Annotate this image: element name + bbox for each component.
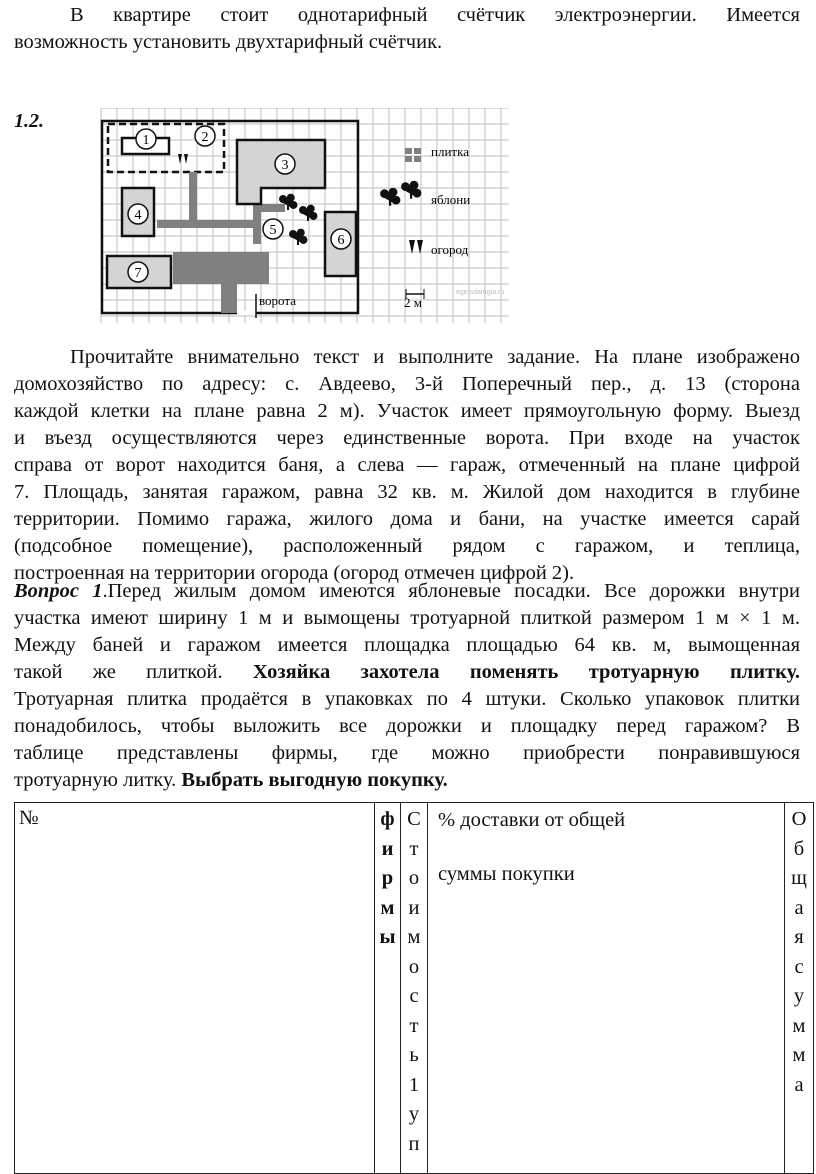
header-letter: а <box>794 1073 804 1096</box>
header-letter: и <box>408 896 420 919</box>
header-letter: т <box>409 1014 419 1037</box>
apple-trees <box>279 194 317 245</box>
watermark: ege.sdamgia.ru <box>456 289 505 296</box>
apple-tree-icon <box>299 205 317 221</box>
task-line: (подсобное помещение), расположенный рядом с гаражом, и теплица, <box>14 535 800 557</box>
header-letter: м <box>792 1044 806 1066</box>
number-label: 6 <box>337 233 345 248</box>
header-letter: с <box>409 985 419 1007</box>
question-emphasis-2: Выбрать выгодную покупку. <box>181 769 448 791</box>
task-line: и въезд осуществляются через единственные ворота. При входе на участок <box>14 427 800 449</box>
header-letter: я <box>794 926 804 948</box>
header-letter: а <box>794 896 804 919</box>
header-letter: р <box>381 867 394 889</box>
header-letter: ы <box>379 926 396 948</box>
apple-tree-icon <box>401 181 421 199</box>
task-line: 7. Площадь, занятая гаражом, равна 32 кв. м. Жилой дом находится в глубине <box>14 481 800 503</box>
header-letter: п <box>408 1132 420 1155</box>
header-letter: м <box>407 926 421 948</box>
header-letter: О <box>791 808 807 830</box>
header-letter: м <box>380 896 395 919</box>
legend-apple-icon <box>380 181 421 206</box>
intro-line-2: возможность установить двухтарифный счётчик. <box>14 31 443 53</box>
legend-garden-label: огород <box>431 242 469 257</box>
question-label: Вопрос 1 <box>14 580 103 602</box>
tile-paths <box>157 172 285 313</box>
task-paragraph <box>14 344 800 587</box>
question-emphasis-1: Хозяйка захотела поменять тротуарную плитку. <box>252 661 800 683</box>
header-letter: С <box>407 808 421 830</box>
header-letter: о <box>408 955 420 978</box>
header-letter: ь <box>409 1044 419 1066</box>
header-letter: щ <box>791 867 807 889</box>
intro-line-1: В квартире стоит однотарифный счётчик электроэнергии. Имеется <box>70 4 800 26</box>
header-letter: ф <box>380 808 395 830</box>
col-delivery-header: % доставки от общей суммы покупки <box>428 803 785 1174</box>
legend-tile-label: плитка <box>431 144 469 159</box>
question-paragraph <box>14 578 800 794</box>
col-number-header: № <box>15 803 375 1174</box>
header-letter: и <box>381 837 394 860</box>
question-line-7: таблице представлены фирмы, где можно приобрести понравившуюся <box>14 742 800 764</box>
question-line-1: Вопрос 1.Перед жилым домом имеются яблоневые посадки. Все дорожки внутри <box>14 580 800 602</box>
number-label: 3 <box>281 158 289 173</box>
table-header-row <box>15 803 814 1174</box>
task-line: Прочитайте внимательно текст и выполните задание. На плане изображено <box>70 346 800 368</box>
number-label: 5 <box>269 223 277 238</box>
header-letter: у <box>408 1103 420 1125</box>
legend-tile-swatch <box>405 148 421 162</box>
task-line: территории. Помимо гаража, жилого дома и бани, на участке имеется сарай <box>14 508 800 530</box>
number-label: 1 <box>142 133 150 148</box>
plan-legend <box>380 144 470 257</box>
question-line-6: понадобилось, чтобы выложить все дорожки и площадку перед гаражом? В <box>14 715 800 737</box>
site-plan-figure <box>98 108 510 326</box>
number-label: 7 <box>134 266 142 281</box>
number-label: 2 <box>201 130 209 145</box>
header-letter: с <box>794 955 804 978</box>
legend-apple-label: яблони <box>431 192 471 207</box>
question-line-2: участка имеют ширину 1 м и вымощены тротуарной плиткой размером 1 м × 1 м. <box>14 607 800 629</box>
task-line: построенная на территории огорода (огород отмечен цифрой 2). <box>14 562 575 584</box>
task-line: справа от ворот находится баня, а слева — гараж, отмеченный на плане цифрой <box>14 454 800 476</box>
col-firms-header <box>375 803 401 1174</box>
col-cost-header <box>401 803 428 1174</box>
apple-tree-icon <box>289 229 307 245</box>
question-line-8: тротуарную литку. Выбрать выгодную покупку. <box>14 769 448 791</box>
header-letter: б <box>793 837 805 860</box>
col-total-header <box>785 803 814 1174</box>
section-number: 1.2. <box>14 110 44 132</box>
question-line-3: Между баней и гаражом имеется площадка площадью 64 кв. м, вымощенная <box>14 634 800 656</box>
gate-label: ворота <box>259 293 296 308</box>
header-letter: 1 <box>408 1073 420 1096</box>
question-line-5: Тротуарная плитка продаётся в упаковках по 4 штуки. Сколько упаковок плитки <box>14 688 800 710</box>
firms-table <box>14 802 814 1174</box>
task-line: домохозяйство по адресу: с. Авдеево, 3-й Поперечный пер., д. 13 (сторона <box>14 373 800 395</box>
number-label: 4 <box>134 208 142 223</box>
scale-label: 2 м <box>404 295 422 310</box>
apple-tree-icon <box>380 188 400 206</box>
question-line-4: такой же плиткой. Хозяйка захотела поменять тротуарную плитку. <box>14 661 800 683</box>
header-letter: м <box>792 1014 806 1037</box>
header-letter: у <box>793 985 805 1007</box>
task-line: каждой клетки на плане равна 2 м). Участок имеет прямоугольную форму. Выезд <box>14 400 800 422</box>
header-letter: т <box>409 837 419 860</box>
header-letter: о <box>408 867 420 889</box>
intro-paragraph <box>14 2 800 56</box>
